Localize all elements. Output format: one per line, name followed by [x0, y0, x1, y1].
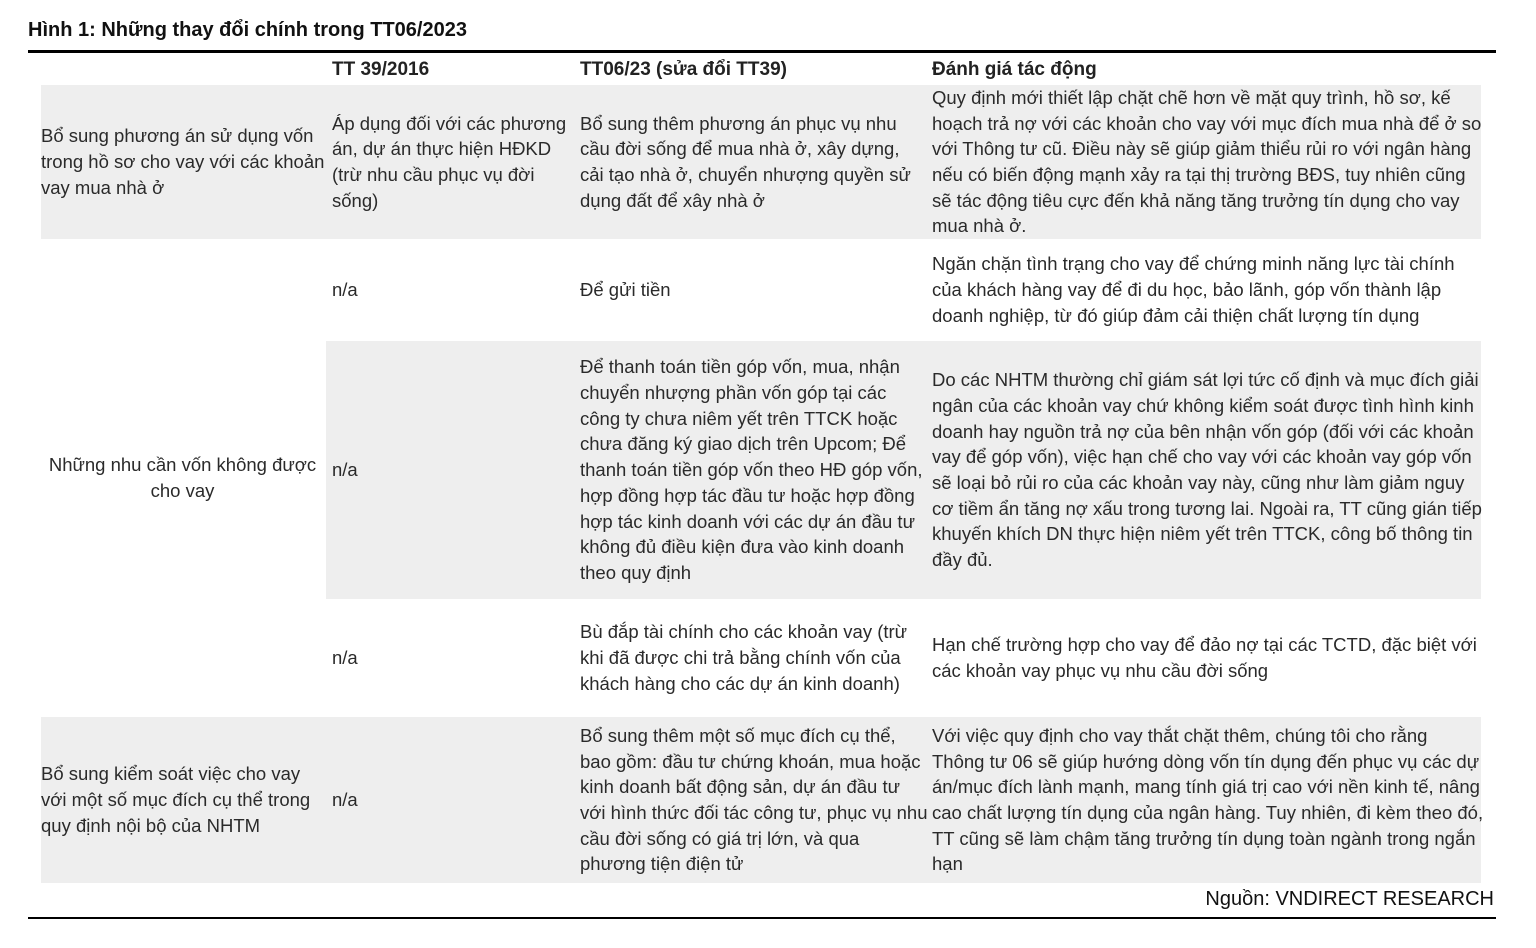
- header-tt39: TT 39/2016: [332, 59, 430, 80]
- header-tt06: TT06/23 (sửa đổi TT39): [580, 59, 787, 80]
- row-5-tt39: n/a: [332, 789, 358, 811]
- row-5-impact-cell: [932, 717, 1484, 883]
- row-3-tt06: Để thanh toán tiền góp vốn, mua, nhận chuyển nhượng phần vốn góp tại các công ty chưa niêm yết trên TTCK hoặc chưa đăng ký giao dịch trên Upcom; Để thanh toán tiền góp vốn theo HĐ góp vốn, hợp đồng hợp tác đầu tư hoặc hợp đồng hợp tác kinh doanh với các dự án đầu tư không đủ điều kiện đưa vào kinh doanh theo quy định: [580, 356, 923, 583]
- row-3-impact: Do các NHTM thường chỉ giám sát lợi tức cố định và mục đích giải ngân của các khoản vay chứ không kiểm soát được tình hình kinh doanh hay nguồn trả nợ của bên nhận vốn góp (đối với các khoản vay để góp vốn), việc hạn chế cho vay với các khoản vay góp vốn sẽ loại bỏ rủi ro của các khoản vay này, cũng như làm giảm nguy cơ tiềm ẩn tăng nợ xấu trong tương lai. Ngoài ra, TT cũng gián tiếp khuyến khích DN thực hiện niêm yết trên TTCK, công bố thông tin đầy đủ.: [932, 369, 1482, 571]
- row-1-tt39: Áp dụng đối với các phương án, dự án thực hiện HĐKD (trừ nhu cầu phục vụ đời sống): [332, 112, 567, 211]
- row-1-tt06-cell: [580, 85, 928, 239]
- row-4-tt06: Bù đắp tài chính cho các khoản vay (trừ khi đã được chi trả bằng chính vốn của khách hàng cho các dự án kinh doanh): [580, 621, 908, 694]
- row-5-category-cell: [41, 717, 326, 883]
- header-impact: Đánh giá tác động: [932, 59, 1097, 80]
- source-note: Nguồn: VNDIRECT RESEARCH: [1205, 888, 1494, 910]
- row-1-category-cell: [41, 85, 326, 239]
- row-2-tt39: n/a: [332, 279, 358, 301]
- row-4-impact: Hạn chế trường hợp cho vay để đảo nợ tại các TCTD, đặc biệt với các khoản vay phục vụ nhu cầu đời sống: [932, 634, 1477, 681]
- row-1-tt39-cell: [332, 85, 572, 239]
- bottom-rule: [28, 917, 1496, 919]
- row-5-category: Bổ sung kiểm soát việc cho vay với một số mục đích cụ thể trong quy định nội bộ của NHTM: [41, 763, 311, 836]
- row-2-tt39-cell: [332, 239, 572, 341]
- row-5-impact: Với việc quy định cho vay thắt chặt thêm, chúng tôi cho rằng Thông tư 06 sẽ giúp hướng dòng vốn tín dụng đến phục vụ các dự án/mục đích lành mạnh, mang tính giá trị cao với nền kinh tế, nâng cao chất lượng tín dụng của ngân hàng. Tuy nhiên, đi kèm theo đó, TT cũng sẽ làm chậm tăng trưởng tín dụng toàn ngành trong ngắn hạn: [932, 724, 1484, 875]
- rows-2-4-category-cell: [35, 239, 330, 717]
- row-2-impact: Ngăn chặn tình trạng cho vay để chứng minh năng lực tài chính của khách hàng vay để đi du học, bảo lãnh, góp vốn thành lập doanh nghiệp, từ đó giúp đảm cải thiện chất lượng tín dụng: [932, 253, 1455, 326]
- row-3-tt39-cell: [332, 341, 572, 599]
- row-5-tt39-cell: [332, 717, 572, 883]
- row-3-tt39: n/a: [332, 459, 358, 481]
- row-5-tt06: Bổ sung thêm một số mục đích cụ thể, bao gồm: đầu tư chứng khoán, mua hoặc kinh doanh bất động sản, dự án đầu tư với hình thức đối tác công tư, phục vụ nhu cầu đời sống có giá trị lớn, và qua phương tiện điện tử: [580, 724, 928, 875]
- row-2-tt06: Để gửi tiền: [580, 279, 671, 301]
- row-1-category: Bổ sung phương án sử dụng vốn trong hồ sơ cho vay với các khoản vay mua nhà ở: [41, 125, 325, 198]
- row-2-tt06-cell: [580, 239, 928, 341]
- row-2-impact-cell: [932, 239, 1484, 341]
- row-3-tt06-cell: [580, 341, 928, 599]
- row-4-impact-cell: [932, 599, 1484, 717]
- rows-2-4-category: Những nhu cần vốn không được cho vay: [48, 454, 317, 501]
- row-5-tt06-cell: [580, 717, 928, 883]
- figure-title: Hình 1: Những thay đổi chính trong TT06/2023: [28, 19, 467, 41]
- row-3-impact-cell: [932, 341, 1484, 599]
- row-1-tt06: Bổ sung thêm phương án phục vụ nhu cầu đời sống để mua nhà ở, xây dựng, cải tạo nhà ở, chuyển nhượng quyền sử dụng đất để xây nhà ở: [580, 112, 911, 211]
- row-4-tt06-cell: [580, 599, 928, 717]
- row-1-impact: Quy định mới thiết lập chặt chẽ hơn về mặt quy trình, hồ sơ, kế hoạch trả nợ với các khoản cho vay với mục đích mua nhà để ở so với Thông tư cũ. Điều này sẽ giúp giảm thiểu rủi ro với ngân hàng nếu có biến động mạnh xảy ra tại thị trường BĐS, tuy nhiên cũng sẽ tác động tiêu cực đến khả năng tăng trưởng tín dụng cho vay mua nhà ở.: [932, 86, 1482, 237]
- row-1-impact-cell: [932, 85, 1484, 239]
- top-rule: [28, 50, 1496, 53]
- row-4-tt39: n/a: [332, 647, 358, 669]
- row-4-tt39-cell: [332, 599, 572, 717]
